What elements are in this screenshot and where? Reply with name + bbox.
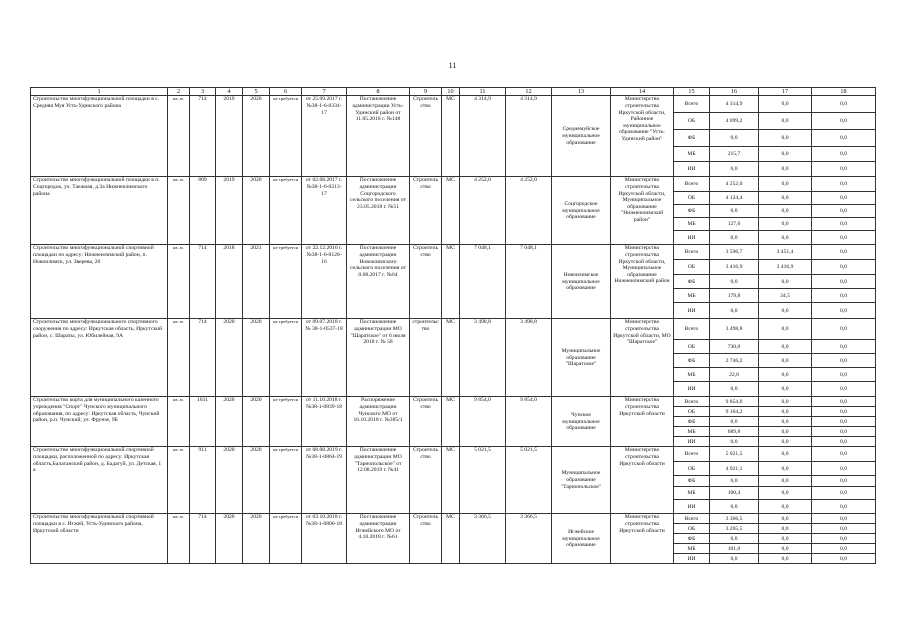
column-number: 11: [460, 88, 506, 96]
table-row: [31, 447, 876, 462]
unit-cell: кв. м.: [168, 177, 190, 245]
decision-cell: Постановление администрации Игжейского МО от 4.10.2018 г. №61: [347, 514, 410, 564]
funding-source-cell: Всего: [674, 245, 710, 260]
end-year-cell: 2020: [243, 177, 270, 245]
amount-year1-cell: 0,0: [710, 534, 759, 544]
end-year-cell: 2020: [243, 447, 270, 514]
funding-source-cell: ОБ: [674, 192, 710, 205]
amount-year3-cell: 0,0: [812, 397, 876, 407]
amount-year3-cell: 0,0: [812, 427, 876, 437]
column-number: 1: [31, 88, 168, 96]
estimated-cost-cell: 9 854,0: [460, 397, 506, 447]
capacity-cell: 911: [190, 447, 216, 514]
estimated-cost-cell: 3 498,8: [460, 319, 506, 397]
funding-source-cell: ФБ: [674, 476, 710, 487]
amount-year1-cell: 3 416,9: [710, 260, 759, 275]
client-cell: Муниципальное образование "Тарнопольское": [552, 447, 611, 514]
start-year-cell: 2020: [216, 397, 243, 447]
amount-year1-cell: 0,0: [710, 275, 759, 289]
amount-year3-cell: 0,0: [812, 319, 876, 340]
amount-year1-cell: 2 746,2: [710, 354, 759, 368]
funding-source-cell: ОБ: [674, 524, 710, 534]
object-name: Строительство многофункциональной спортивной площадки по адресу: Нижнеилимский район, п. Новоилимск, ул. Зверева, 20: [31, 245, 168, 319]
decision-cell: Постановление администрации МО "Шаратское" от 6 июля 2018 г. № 58: [347, 319, 410, 397]
end-year-cell: 2020: [243, 514, 270, 564]
amount-year1-cell: 689,8: [710, 427, 759, 437]
amount-year3-cell: 0,0: [812, 524, 876, 534]
funding-source-cell: ИИ: [674, 303, 710, 319]
amount-year1-cell: 0,0: [710, 205, 759, 218]
amount-year3-cell: 0,0: [812, 162, 876, 177]
funding-source-cell: ФБ: [674, 130, 710, 147]
funding-source-cell: ОБ: [674, 462, 710, 476]
column-number: 17: [759, 88, 812, 96]
amount-year2-cell: 0,0: [759, 407, 812, 417]
estimated-cost-cell: 7 048,1: [460, 245, 506, 319]
start-year-cell: 2019: [216, 96, 243, 177]
amount-year2-cell: 0,0: [759, 113, 812, 130]
amount-year2-cell: 0,0: [759, 514, 812, 524]
funding-source-cell: МБ: [674, 289, 710, 303]
amount-year2-cell: 0,0: [759, 96, 812, 113]
start-year-cell: 2020: [216, 514, 243, 564]
amount-year3-cell: 0,0: [812, 354, 876, 368]
amount-year3-cell: 0,0: [812, 514, 876, 524]
column-number: 10: [442, 88, 460, 96]
amount-year2-cell: 0,0: [759, 231, 812, 245]
ownership-cell: МС: [442, 177, 460, 245]
column-number: 9: [410, 88, 442, 96]
customer-cell: Министерство строительства Иркутской области, Муниципальное образование "Нижнеилимский район": [611, 177, 674, 245]
amount-year2-cell: 0,0: [759, 319, 812, 340]
customer-cell: Министерство строительства Иркутской области, Районное муниципальное образование "Усть-Удинский район": [611, 96, 674, 177]
amount-year3-cell: 0,0: [812, 130, 876, 147]
amount-year2-cell: 0,0: [759, 130, 812, 147]
project-doc-cell: от 09.07.2018 г. № 38-1-0537-18: [302, 319, 347, 397]
amount-year1-cell: 127,6: [710, 218, 759, 231]
expertise-cell: не требуется: [270, 514, 302, 564]
expertise-cell: не требуется: [270, 397, 302, 447]
project-doc-cell: от 02.08.2017 г. №38-1-6-0213-17: [302, 177, 347, 245]
ownership-cell: МС: [442, 514, 460, 564]
decision-cell: Постановление администрации Соцгородского сельского поселения от 23.05.2018 г. №51: [347, 177, 410, 245]
customer-cell: Министерство строительства Иркутской области: [611, 397, 674, 447]
unit-cell: кв. м.: [168, 447, 190, 514]
amount-year1-cell: 4 252,0: [710, 177, 759, 192]
column-number: 4: [216, 88, 243, 96]
amount-year3-cell: 0,0: [812, 462, 876, 476]
estimated-cost-cell: 3 366,5: [460, 514, 506, 564]
object-name: Строительство многофункциональной площадки в с. Средняя Муя Усть-Удинского района: [31, 96, 168, 177]
amount-year3-cell: 0,0: [812, 113, 876, 130]
amount-year1-cell: 215,7: [710, 147, 759, 162]
unit-cell: кв. м.: [168, 319, 190, 397]
amount-year2-cell: 0,0: [759, 340, 812, 354]
amount-year1-cell: 4 921,1: [710, 462, 759, 476]
amount-year3-cell: 0,0: [812, 382, 876, 397]
estimated-cost-cell: 4 314,9: [460, 96, 506, 177]
amount-year2-cell: 0,0: [759, 554, 812, 564]
column-number: 2: [168, 88, 190, 96]
amount-year2-cell: 0,0: [759, 303, 812, 319]
project-doc-cell: от 03.10.2018 г. №38-1-0806-18: [302, 514, 347, 564]
amount-year1-cell: 101,0: [710, 544, 759, 554]
column-number: 5: [243, 88, 270, 96]
column-number: 3: [190, 88, 216, 96]
amount-year3-cell: 0,0: [812, 487, 876, 500]
funding-source-cell: МБ: [674, 487, 710, 500]
customer-cell: Министерство строительства Иркутской области, Муниципальное образование Нижнеилимский район: [611, 245, 674, 319]
remaining-cost-cell: 4 314,9: [506, 96, 552, 177]
amount-year2-cell: 3 416,9: [759, 260, 812, 275]
remaining-cost-cell: 4 252,0: [506, 177, 552, 245]
funding-source-cell: МБ: [674, 147, 710, 162]
amount-year2-cell: 0,0: [759, 397, 812, 407]
client-cell: Игжейское муниципальное образование: [552, 514, 611, 564]
amount-year1-cell: 4 314,9: [710, 96, 759, 113]
capacity-cell: 714: [190, 96, 216, 177]
funding-source-cell: Всего: [674, 514, 710, 524]
amount-year3-cell: 0,0: [812, 476, 876, 487]
amount-year3-cell: 0,0: [812, 554, 876, 564]
amount-year3-cell: 0,0: [812, 447, 876, 462]
expertise-cell: не требуется: [270, 245, 302, 319]
table-row: [31, 514, 876, 524]
funding-source-cell: ОБ: [674, 407, 710, 417]
capacity-cell: 714: [190, 245, 216, 319]
expertise-cell: не требуется: [270, 319, 302, 397]
expertise-cell: не требуется: [270, 447, 302, 514]
funding-source-cell: ФБ: [674, 534, 710, 544]
object-name: Строительство многофункционального спортивного сооружения по адресу: Иркутская область, Иркутский район, с. Шараты, ул. Юбилейная, 9А: [31, 319, 168, 397]
capacity-cell: 714: [190, 514, 216, 564]
amount-year2-cell: 34,5: [759, 289, 812, 303]
amount-year1-cell: 0,0: [710, 417, 759, 427]
decision-cell: Распоряжение администрации Чунского МО от 16.10.2018 г. №385/1: [347, 397, 410, 447]
funding-source-cell: МБ: [674, 368, 710, 382]
amount-year2-cell: 0,0: [759, 354, 812, 368]
object-name: Строительство многофункциональной площадки в п. Соцгородок, ул. Таежная, д.3а Нижнеилимского района: [31, 177, 168, 245]
funding-source-cell: МБ: [674, 544, 710, 554]
amount-year2-cell: 0,0: [759, 177, 812, 192]
amount-year3-cell: 0,0: [812, 340, 876, 354]
amount-year1-cell: 179,8: [710, 289, 759, 303]
funding-source-cell: ИИ: [674, 162, 710, 177]
object-name: Строительство многофункциональной спортивной площадки в с. Игжей, Усть-Удинского района, Иркутской области: [31, 514, 168, 564]
unit-cell: кв. м.: [168, 245, 190, 319]
amount-year3-cell: 0,0: [812, 96, 876, 113]
amount-year3-cell: 0,0: [812, 500, 876, 514]
funding-source-cell: МБ: [674, 218, 710, 231]
amount-year2-cell: 0,0: [759, 462, 812, 476]
end-year-cell: 2021: [243, 245, 270, 319]
work-type-cell: Строитель ство: [410, 96, 442, 177]
funding-source-cell: ИИ: [674, 554, 710, 564]
amount-year2-cell: 0,0: [759, 417, 812, 427]
funding-source-cell: Всего: [674, 319, 710, 340]
amount-year2-cell: 0,0: [759, 162, 812, 177]
ownership-cell: МС: [442, 397, 460, 447]
amount-year2-cell: 0,0: [759, 476, 812, 487]
column-number: 14: [611, 88, 674, 96]
amount-year2-cell: 0,0: [759, 147, 812, 162]
amount-year3-cell: 0,0: [812, 289, 876, 303]
amount-year2-cell: 0,0: [759, 218, 812, 231]
funding-source-cell: ОБ: [674, 113, 710, 130]
table-row: [31, 397, 876, 407]
end-year-cell: 2020: [243, 96, 270, 177]
amount-year3-cell: 0,0: [812, 177, 876, 192]
amount-year1-cell: 0,0: [710, 500, 759, 514]
amount-year1-cell: 22,6: [710, 368, 759, 382]
funding-source-cell: Всего: [674, 96, 710, 113]
funding-source-cell: МБ: [674, 427, 710, 437]
amount-year3-cell: 0,0: [812, 245, 876, 260]
start-year-cell: 2018: [216, 245, 243, 319]
amount-year3-cell: 0,0: [812, 205, 876, 218]
table-row: [31, 96, 876, 113]
client-cell: Чунское муниципальное образование: [552, 397, 611, 447]
work-type-cell: Строитель ство: [410, 245, 442, 319]
table-row: [31, 319, 876, 340]
funding-source-cell: ИИ: [674, 231, 710, 245]
amount-year3-cell: 0,0: [812, 218, 876, 231]
object-name: Строительство многофункциональной спортивной площадки, расположенной по адресу: Иркутская область,Балаганский район, д. Бадагуй, ул. Детская, 1 а: [31, 447, 168, 514]
column-number: 7: [302, 88, 347, 96]
amount-year2-cell: 0,0: [759, 487, 812, 500]
project-doc-cell: от 11.10.2018 г. №38-1-0839-18: [302, 397, 347, 447]
amount-year3-cell: 0,0: [812, 231, 876, 245]
project-doc-cell: от 08.08.2019 г. №38-1-0864-19: [302, 447, 347, 514]
remaining-cost-cell: 5 021,5: [506, 447, 552, 514]
expertise-cell: не требуется: [270, 96, 302, 177]
unit-cell: кв. м.: [168, 514, 190, 564]
work-type-cell: Строитель ство: [410, 397, 442, 447]
capacity-cell: 714: [190, 319, 216, 397]
decision-cell: Постановление администрации Новоилимского сельского поселения от 0.08.2017 г. №64: [347, 245, 410, 319]
column-number: 6: [270, 88, 302, 96]
funding-source-cell: ФБ: [674, 205, 710, 218]
amount-year1-cell: 9 164,2: [710, 407, 759, 417]
estimated-cost-cell: 4 252,0: [460, 177, 506, 245]
table-row: [31, 177, 876, 192]
amount-year3-cell: 0,0: [812, 437, 876, 447]
funding-source-cell: ОБ: [674, 260, 710, 275]
amount-year1-cell: 0,0: [710, 130, 759, 147]
amount-year3-cell: 0,0: [812, 407, 876, 417]
client-cell: Среднемуйское муниципальное образование: [552, 96, 611, 177]
amount-year1-cell: 0,0: [710, 382, 759, 397]
project-doc-cell: от 22.12.2016 г. №38-1-6-0120-16: [302, 245, 347, 319]
page-number: 11: [448, 61, 457, 70]
funding-source-cell: ФБ: [674, 417, 710, 427]
amount-year2-cell: 0,0: [759, 368, 812, 382]
funding-source-cell: Всего: [674, 177, 710, 192]
amount-year2-cell: 0,0: [759, 275, 812, 289]
estimated-cost-cell: 5 021,5: [460, 447, 506, 514]
client-cell: Муниципальное образование "Шаратское": [552, 319, 611, 397]
amount-year2-cell: 3 451,4: [759, 245, 812, 260]
amount-year2-cell: 0,0: [759, 500, 812, 514]
unit-cell: кв. м.: [168, 397, 190, 447]
funding-source-cell: ИИ: [674, 500, 710, 514]
amount-year1-cell: 3 366,5: [710, 514, 759, 524]
customer-cell: Министерство строительства Иркутской области, МО "Шаратское": [611, 319, 674, 397]
amount-year1-cell: 4 124,4: [710, 192, 759, 205]
unit-cell: кв. м.: [168, 96, 190, 177]
amount-year1-cell: 0,0: [710, 437, 759, 447]
amount-year3-cell: 0,0: [812, 534, 876, 544]
column-number: 13: [552, 88, 611, 96]
customer-cell: Министерство строительства Иркутской области: [611, 447, 674, 514]
column-number: 15: [674, 88, 710, 96]
amount-year1-cell: 0,0: [710, 554, 759, 564]
decision-cell: Постановление администрации МО "Тарнопольское" от 12.08.2019 г. №41: [347, 447, 410, 514]
ownership-cell: МС: [442, 245, 460, 319]
header-row: [31, 88, 876, 96]
funding-source-cell: Всего: [674, 397, 710, 407]
ownership-cell: МС: [442, 96, 460, 177]
ownership-cell: МС: [442, 319, 460, 397]
amount-year3-cell: 0,0: [812, 147, 876, 162]
client-cell: Новоилимское муниципальное образование: [552, 245, 611, 319]
funding-source-cell: ОБ: [674, 340, 710, 354]
start-year-cell: 2019: [216, 177, 243, 245]
amount-year1-cell: 3 596,7: [710, 245, 759, 260]
end-year-cell: 2020: [243, 319, 270, 397]
amount-year1-cell: 730,0: [710, 340, 759, 354]
amount-year1-cell: 9 854,0: [710, 397, 759, 407]
work-type-cell: Строитель ство: [410, 177, 442, 245]
amount-year3-cell: 0,0: [812, 417, 876, 427]
work-type-cell: строительс тво: [410, 319, 442, 397]
amount-year1-cell: 5 021,5: [710, 447, 759, 462]
column-number: 12: [506, 88, 552, 96]
client-cell: Соцгородское муниципальное образование: [552, 177, 611, 245]
expertise-cell: не требуется: [270, 177, 302, 245]
amount-year3-cell: 0,0: [812, 260, 876, 275]
customer-cell: Министерство строительства Иркутской области: [611, 514, 674, 564]
amount-year2-cell: 0,0: [759, 534, 812, 544]
funding-source-cell: ИИ: [674, 382, 710, 397]
remaining-cost-cell: 3 498,8: [506, 319, 552, 397]
amount-year1-cell: 3 265,5: [710, 524, 759, 534]
funding-source-cell: ФБ: [674, 354, 710, 368]
remaining-cost-cell: 3 366,5: [506, 514, 552, 564]
amount-year1-cell: 4 099,2: [710, 113, 759, 130]
decision-cell: Постановление администрации Усть-Удинский район от 11.05.2018 г. №148: [347, 96, 410, 177]
amount-year3-cell: 0,0: [812, 368, 876, 382]
column-number: 16: [710, 88, 759, 96]
column-number: 8: [347, 88, 410, 96]
amount-year1-cell: 0,0: [710, 162, 759, 177]
amount-year2-cell: 0,0: [759, 427, 812, 437]
amount-year2-cell: 0,0: [759, 524, 812, 534]
amount-year1-cell: 0,0: [710, 231, 759, 245]
capacity-cell: 1631: [190, 397, 216, 447]
amount-year1-cell: 100,4: [710, 487, 759, 500]
amount-year1-cell: 3 498,8: [710, 319, 759, 340]
objects-table: [30, 87, 876, 564]
amount-year1-cell: 0,0: [710, 476, 759, 487]
funding-source-cell: ФБ: [674, 275, 710, 289]
remaining-cost-cell: 9 854,0: [506, 397, 552, 447]
amount-year3-cell: 0,0: [812, 544, 876, 554]
object-name: Строительство корта для муниципального казенного учреждения "Спорт" Чунского муниципального образования, по адресу: Иркутская область, Чунский район, р.п. Чунский, ул. Фрунзе, 9Б: [31, 397, 168, 447]
amount-year2-cell: 0,0: [759, 192, 812, 205]
column-number: 18: [812, 88, 876, 96]
capacity-cell: 809: [190, 177, 216, 245]
funding-source-cell: Всего: [674, 447, 710, 462]
remaining-cost-cell: 7 048,1: [506, 245, 552, 319]
end-year-cell: 2020: [243, 397, 270, 447]
project-doc-cell: от 25.09.2017 г. №38-1-6-0334-17: [302, 96, 347, 177]
table-row: [31, 245, 876, 260]
start-year-cell: 2020: [216, 319, 243, 397]
ownership-cell: МС: [442, 447, 460, 514]
amount-year3-cell: 0,0: [812, 192, 876, 205]
amount-year2-cell: 0,0: [759, 447, 812, 462]
amount-year2-cell: 0,0: [759, 544, 812, 554]
amount-year1-cell: 0,0: [710, 303, 759, 319]
amount-year3-cell: 0,0: [812, 275, 876, 289]
amount-year2-cell: 0,0: [759, 437, 812, 447]
amount-year3-cell: 0,0: [812, 303, 876, 319]
funding-source-cell: ИИ: [674, 437, 710, 447]
amount-year2-cell: 0,0: [759, 205, 812, 218]
start-year-cell: 2020: [216, 447, 243, 514]
work-type-cell: Строитель ство: [410, 514, 442, 564]
amount-year2-cell: 0,0: [759, 382, 812, 397]
work-type-cell: Строитель ство: [410, 447, 442, 514]
